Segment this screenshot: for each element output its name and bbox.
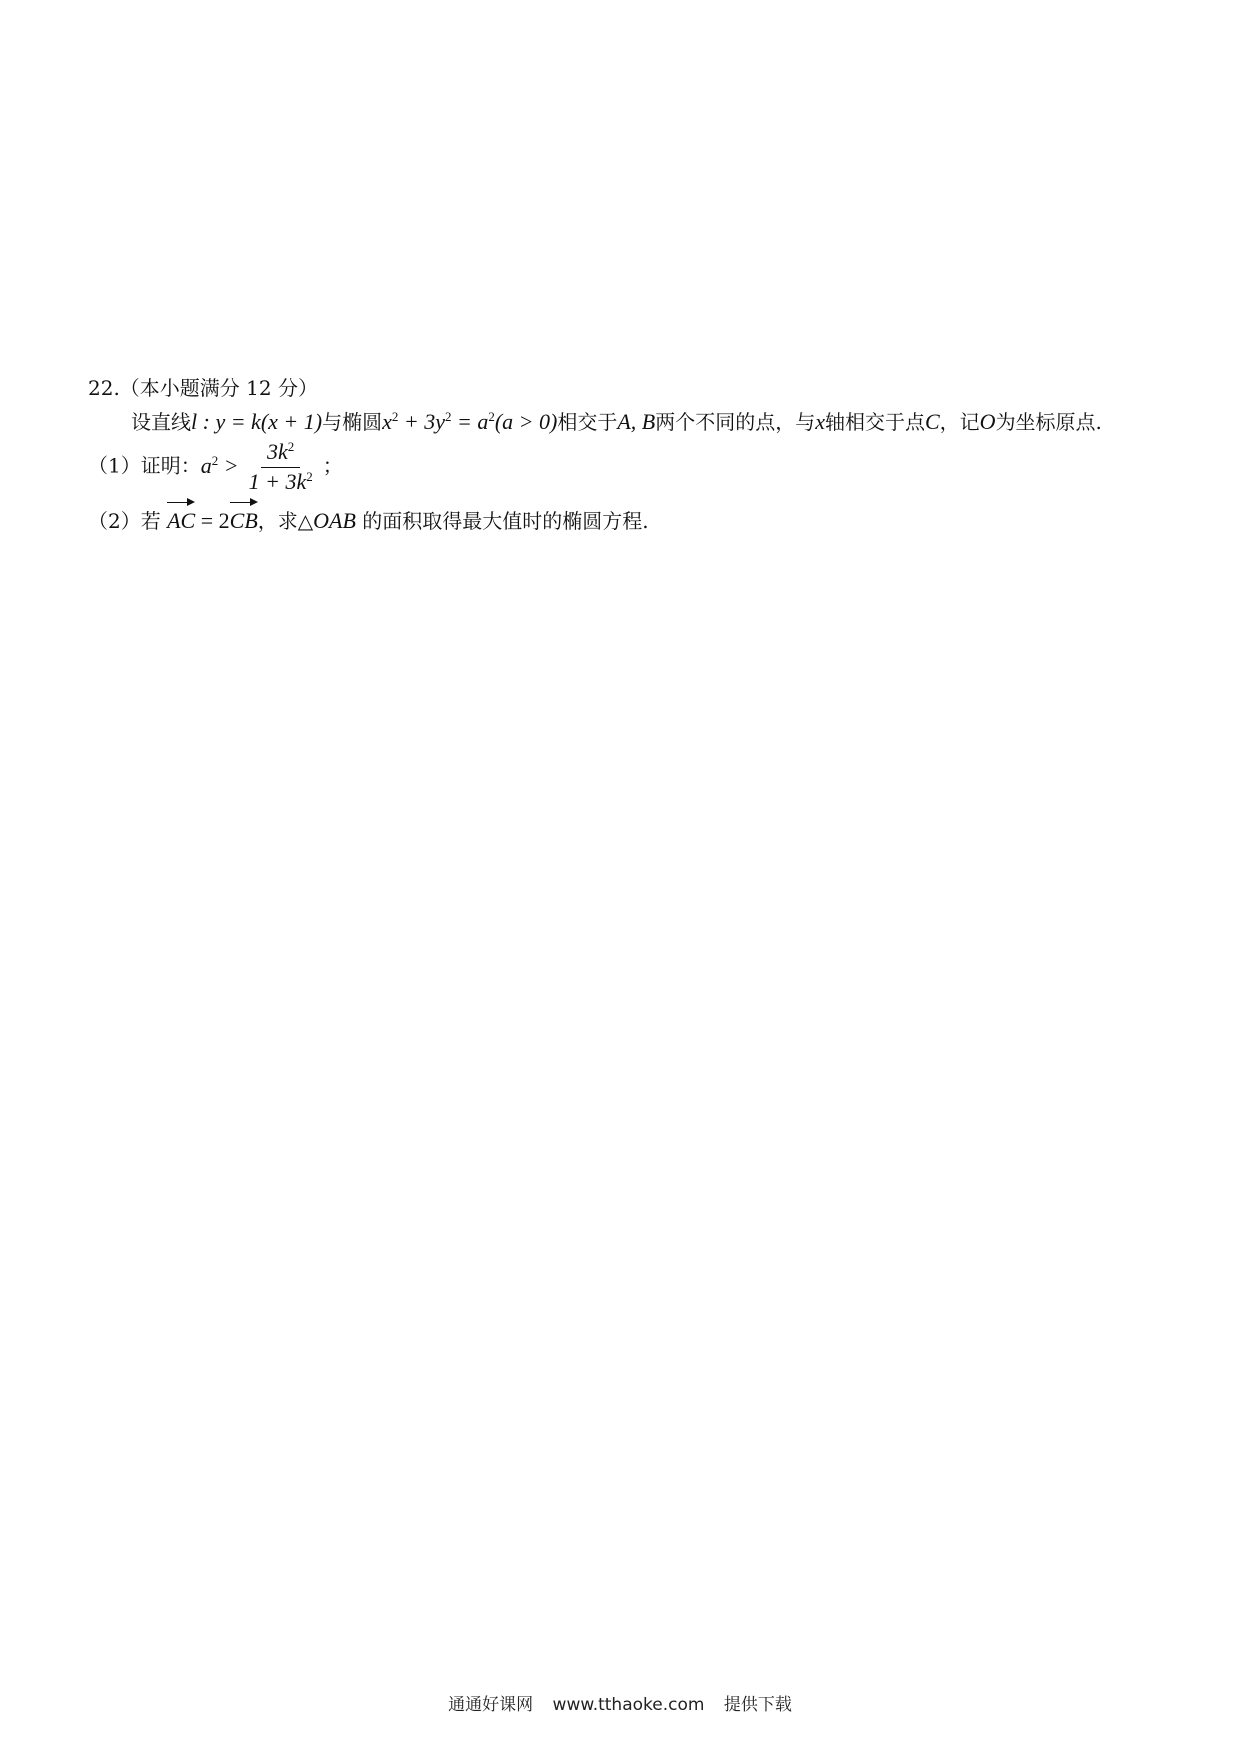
fraction-denominator: $1 + 3k^2$ xyxy=(248,468,313,494)
problem-statement xyxy=(88,404,1158,439)
statement-text: 两个不同的点，与 xyxy=(655,410,816,434)
part-1-label: （1）证明： xyxy=(88,453,201,478)
page-footer xyxy=(0,1690,1240,1715)
ellipse-equation: $x^2 + 3y^2 = a^2(a > 0)$ xyxy=(382,409,558,434)
part-1-fraction xyxy=(243,439,319,495)
triangle-oab: OAB xyxy=(313,507,356,533)
footer-download-text: 提供下载 xyxy=(723,1695,792,1715)
part-1-lhs: $a^2$ > xyxy=(200,452,239,478)
part-2 xyxy=(88,501,1158,538)
statement-text: 轴相交于点 xyxy=(824,410,925,434)
statement-text: 设直线 xyxy=(131,410,191,434)
part-2-label: （2）若 xyxy=(88,508,161,533)
points-a-b: A, B xyxy=(617,409,656,434)
statement-text: 为坐标原点. xyxy=(995,410,1102,434)
vector-cb: CB xyxy=(230,501,258,538)
point-c: C xyxy=(924,409,940,434)
part-2-text: ，求△ xyxy=(257,508,314,533)
x-axis-symbol: x xyxy=(815,409,825,434)
vector-ac: AC xyxy=(167,501,195,538)
footer-site-name: 通通好课网 xyxy=(448,1695,534,1715)
footer-url[interactable]: www.tthaoke.com xyxy=(552,1695,705,1715)
fraction-numerator: $3k^2$ xyxy=(261,439,300,467)
line-equation: l : y = k(x + 1) xyxy=(191,409,323,434)
statement-text: 相交于 xyxy=(557,410,618,434)
problem-heading: 22.（本小题满分 12 分） xyxy=(88,376,318,400)
statement-text: 与椭圆 xyxy=(322,410,383,434)
problem-22 xyxy=(88,372,1158,538)
vector-equation: AC = 2CB xyxy=(167,508,258,533)
statement-text: ，记 xyxy=(939,410,980,434)
part-1-tail: ； xyxy=(322,453,343,478)
part-2-text: 的面积取得最大值时的椭圆方程. xyxy=(362,508,649,533)
part-1 xyxy=(88,439,1158,495)
point-o: O xyxy=(979,409,996,434)
